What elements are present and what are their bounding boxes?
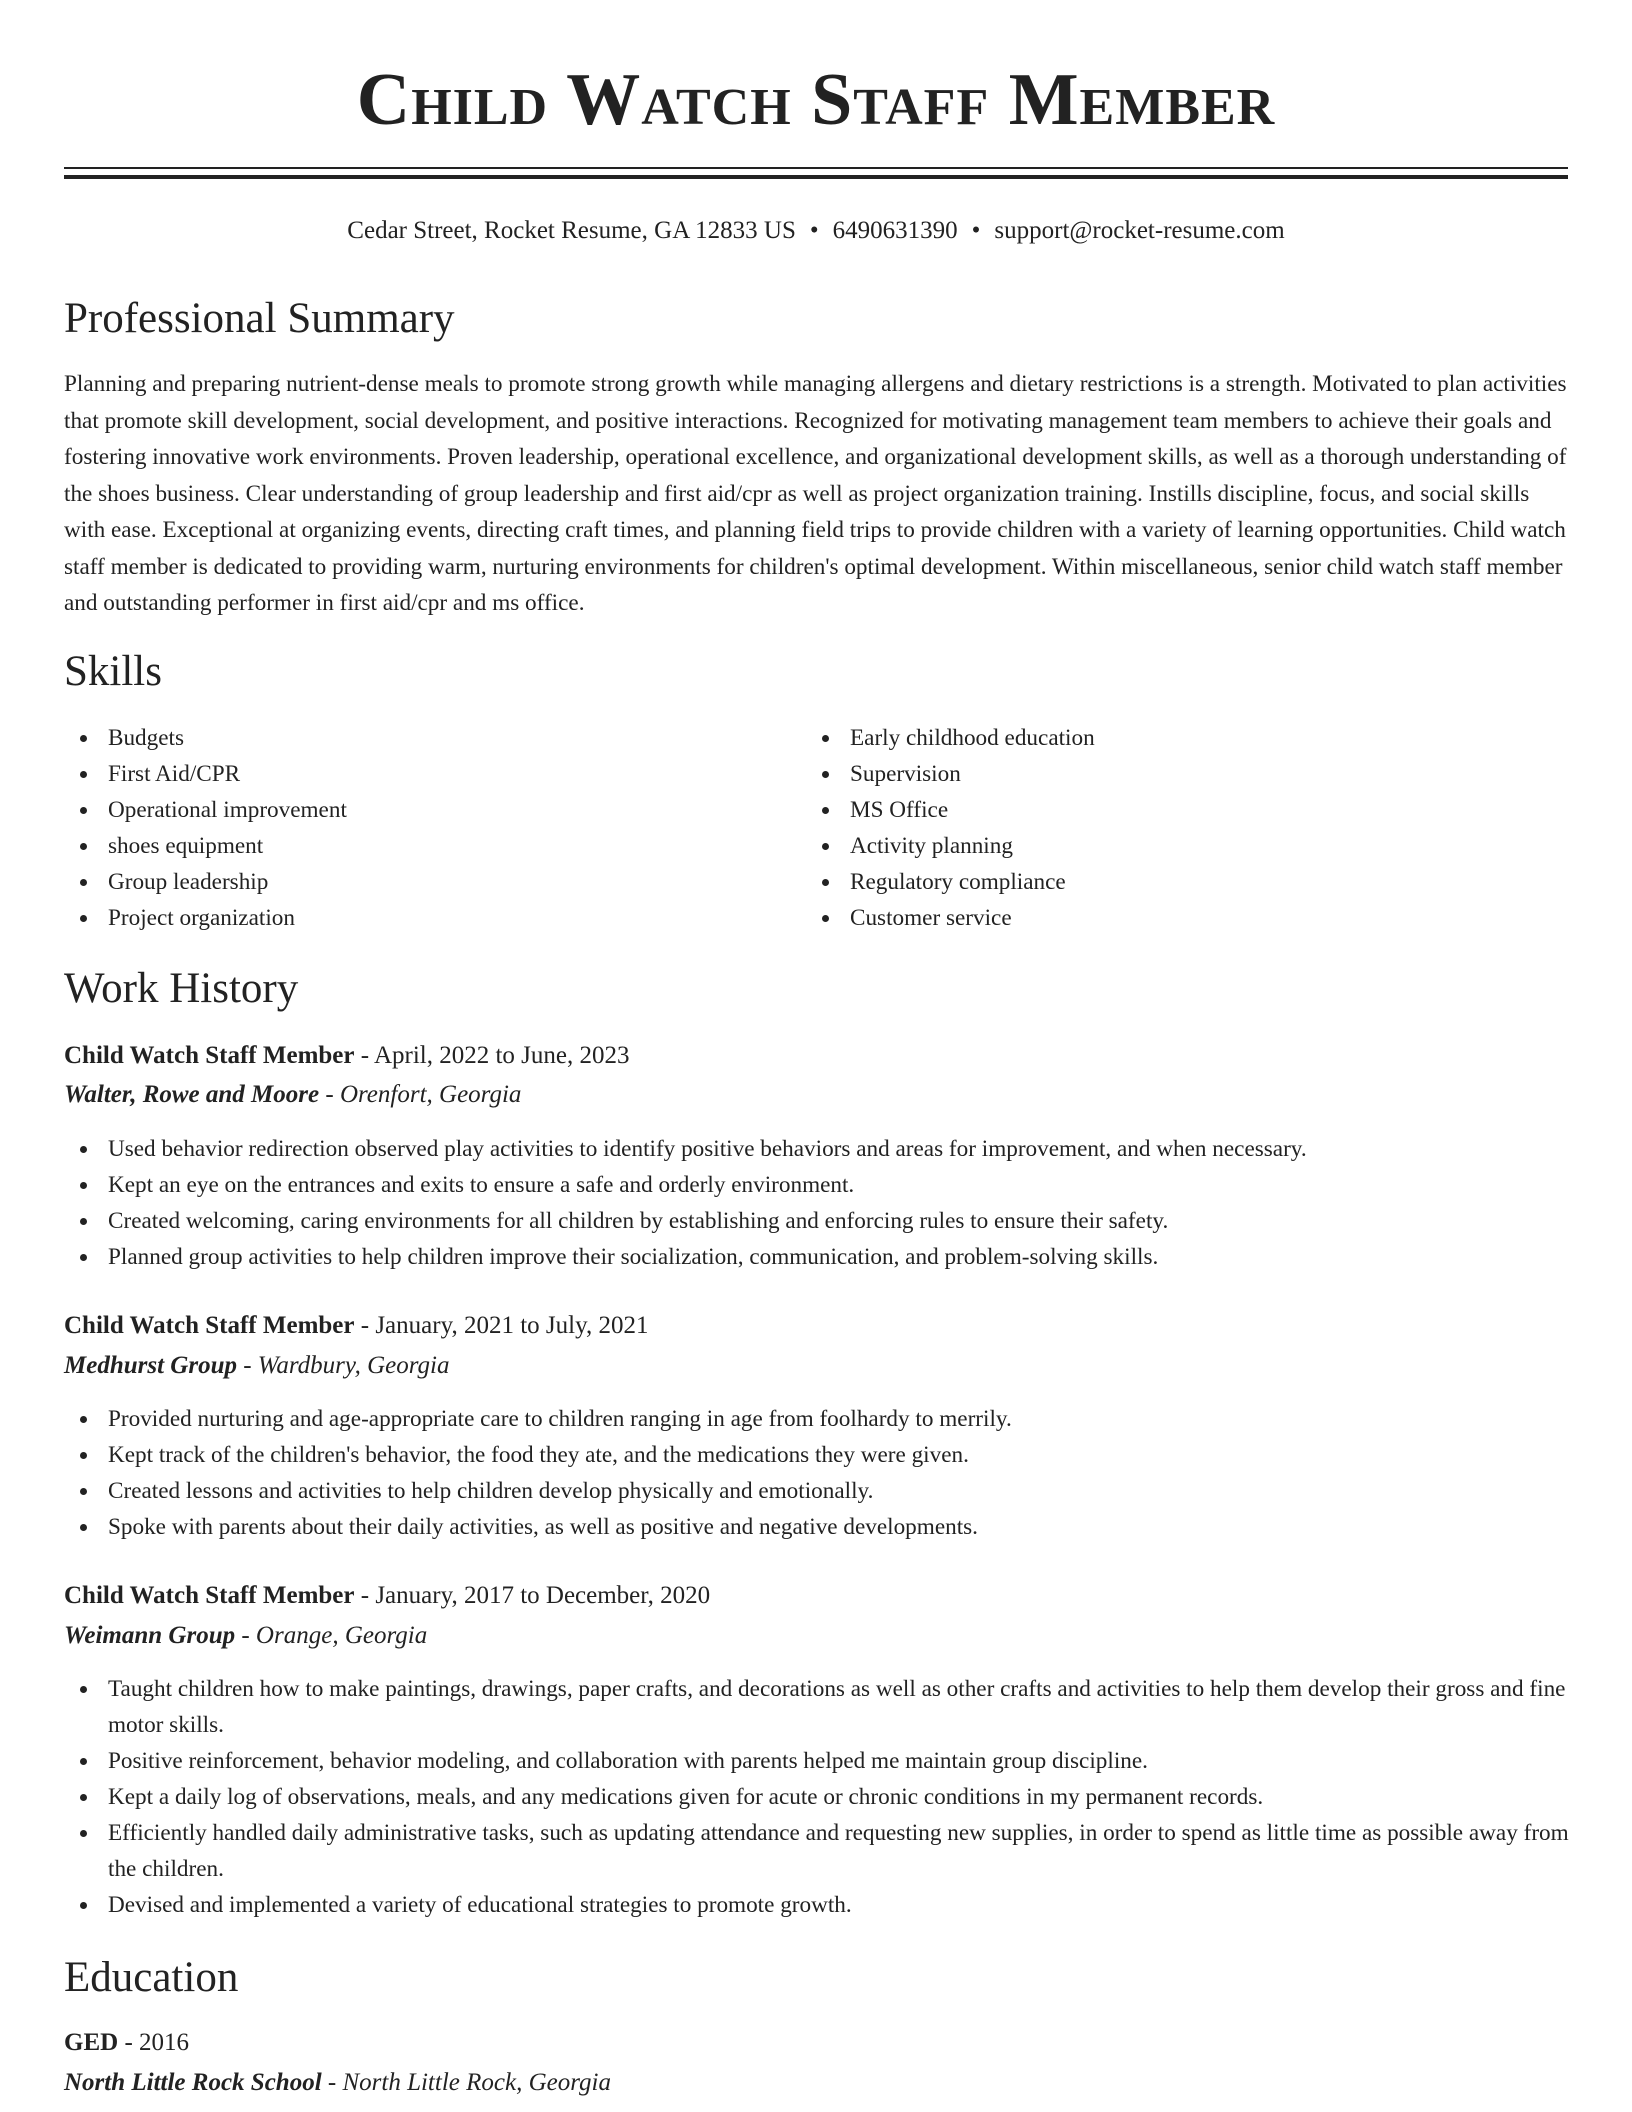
job-bullet: Kept track of the children's behavior, the food they ate, and the medications they were given. — [64, 1437, 1569, 1473]
job-bullet: Kept a daily log of observations, meals, and any medications given for acute or chronic conditions in my permanent records. — [64, 1779, 1569, 1815]
job-dates: - January, 2017 to December, 2020 — [354, 1582, 711, 1609]
skill-item: shoes equipment — [64, 828, 764, 864]
job-bullets — [64, 1671, 1569, 1923]
job-title-line — [64, 1579, 710, 1613]
education-school: North Little Rock School — [64, 2069, 322, 2096]
skill-item: Regulatory compliance — [806, 864, 1566, 900]
education-location: - North Little Rock, Georgia — [321, 2069, 611, 2096]
job-bullet: Created lessons and activities to help children develop physically and emotionally. — [64, 1473, 1569, 1509]
skill-item: Project organization — [64, 900, 764, 936]
job-bullet: Provided nurturing and age-appropriate care to children ranging in age from foolhardy to merrily. — [64, 1401, 1569, 1437]
job-location: - Orange, Georgia — [235, 1622, 428, 1649]
contact-separator: • — [809, 217, 819, 244]
job-location: - Wardbury, Georgia — [236, 1352, 450, 1379]
skill-item: Activity planning — [806, 828, 1566, 864]
job-company-line — [64, 1619, 427, 1653]
job-bullet: Positive reinforcement, behavior modeling, and collaboration with parents helped me maintain group discipline. — [64, 1743, 1569, 1779]
job-title-line — [64, 1309, 648, 1343]
job-dates: - April, 2022 to June, 2023 — [354, 1042, 630, 1069]
skill-item: Early childhood education — [806, 720, 1566, 756]
skill-item: Operational improvement — [64, 792, 764, 828]
job-company-line — [64, 1078, 521, 1112]
job-company: Weimann Group — [64, 1622, 236, 1649]
job-title-line — [64, 1039, 630, 1073]
header-rule-thin — [64, 167, 1568, 169]
candidate-name: Child Watch Staff Member — [356, 59, 1276, 141]
job-bullet: Spoke with parents about their daily activities, as well as positive and negative developments. — [64, 1509, 1569, 1545]
contact-email: support@rocket-resume.com — [994, 217, 1285, 244]
job-bullet: Kept an eye on the entrances and exits to ensure a safe and orderly environment. — [64, 1167, 1569, 1203]
summary-heading: Professional Summary — [64, 295, 455, 342]
education-degree-line — [64, 2026, 189, 2060]
job-title: Child Watch Staff Member — [64, 1042, 355, 1069]
education-heading: Education — [64, 1954, 239, 2001]
education-year: - 2016 — [118, 2029, 190, 2056]
skills-list-left — [64, 720, 764, 936]
contact-separator: • — [971, 217, 981, 244]
job-company: Walter, Rowe and Moore — [64, 1081, 320, 1108]
summary-text: Planning and preparing nutrient-dense meals to promote strong growth while managing allergens and dietary restrictions is a strength. Motivated to plan activities that promote skill development, social development, and positive interactions. Recognized for motivating management team members to achieve their goals and fostering innovative work environments. Proven leadership, operational excellence, and organizational development skills, as well as a thorough understanding of the shoes business. Clear understanding of group leadership and first aid/cpr as well as project organization training. Instills discipline, focus, and social skills with ease. Exceptional at organizing events, directing craft times, and planning field trips to provide children with a variety of learning opportunities. Child watch staff member is dedicated to providing warm, nurturing environments for children's optimal development. Within miscellaneous, senior child watch staff member and outstanding performer in first aid/cpr and ms office. — [64, 371, 1567, 616]
job-bullet: Created welcoming, caring environments for all children by establishing and enforcing rules to ensure their safety. — [64, 1203, 1569, 1239]
job-title: Child Watch Staff Member — [64, 1582, 355, 1609]
work-history-heading: Work History — [64, 965, 299, 1012]
skill-item: First Aid/CPR — [64, 756, 764, 792]
job-bullet: Efficiently handled daily administrative tasks, such as updating attendance and requesting new supplies, in order to spend as little time as possible away from the children. — [64, 1815, 1569, 1887]
job-company-line — [64, 1349, 449, 1383]
contact-address: Cedar Street, Rocket Resume, GA 12833 US — [347, 217, 796, 244]
education-school-line — [64, 2066, 611, 2100]
job-company: Medhurst Group — [64, 1352, 237, 1379]
job-bullets — [64, 1131, 1569, 1275]
header-rule-thick — [64, 175, 1568, 179]
education-degree: GED — [64, 2029, 119, 2056]
contact-line — [64, 214, 1568, 248]
job-bullet: Devised and implemented a variety of educational strategies to promote growth. — [64, 1887, 1569, 1923]
job-title: Child Watch Staff Member — [64, 1312, 355, 1339]
job-bullet: Used behavior redirection observed play activities to identify positive behaviors and areas for improvement, and when necessary. — [64, 1131, 1569, 1167]
job-dates: - January, 2021 to July, 2021 — [354, 1312, 649, 1339]
job-bullet: Taught children how to make paintings, drawings, paper crafts, and decorations as well as other crafts and activities to help them develop their gross and fine motor skills. — [64, 1671, 1569, 1743]
skills-heading: Skills — [64, 648, 162, 695]
skills-list-right — [806, 720, 1566, 936]
job-bullets — [64, 1401, 1569, 1545]
job-location: - Orenfort, Georgia — [319, 1081, 522, 1108]
job-bullet: Planned group activities to help children improve their socialization, communication, and problem-solving skills. — [64, 1239, 1569, 1275]
skill-item: Budgets — [64, 720, 764, 756]
skill-item: Customer service — [806, 900, 1566, 936]
skill-item: Supervision — [806, 756, 1566, 792]
skill-item: Group leadership — [64, 864, 764, 900]
contact-phone: 6490631390 — [832, 217, 958, 244]
skill-item: MS Office — [806, 792, 1566, 828]
